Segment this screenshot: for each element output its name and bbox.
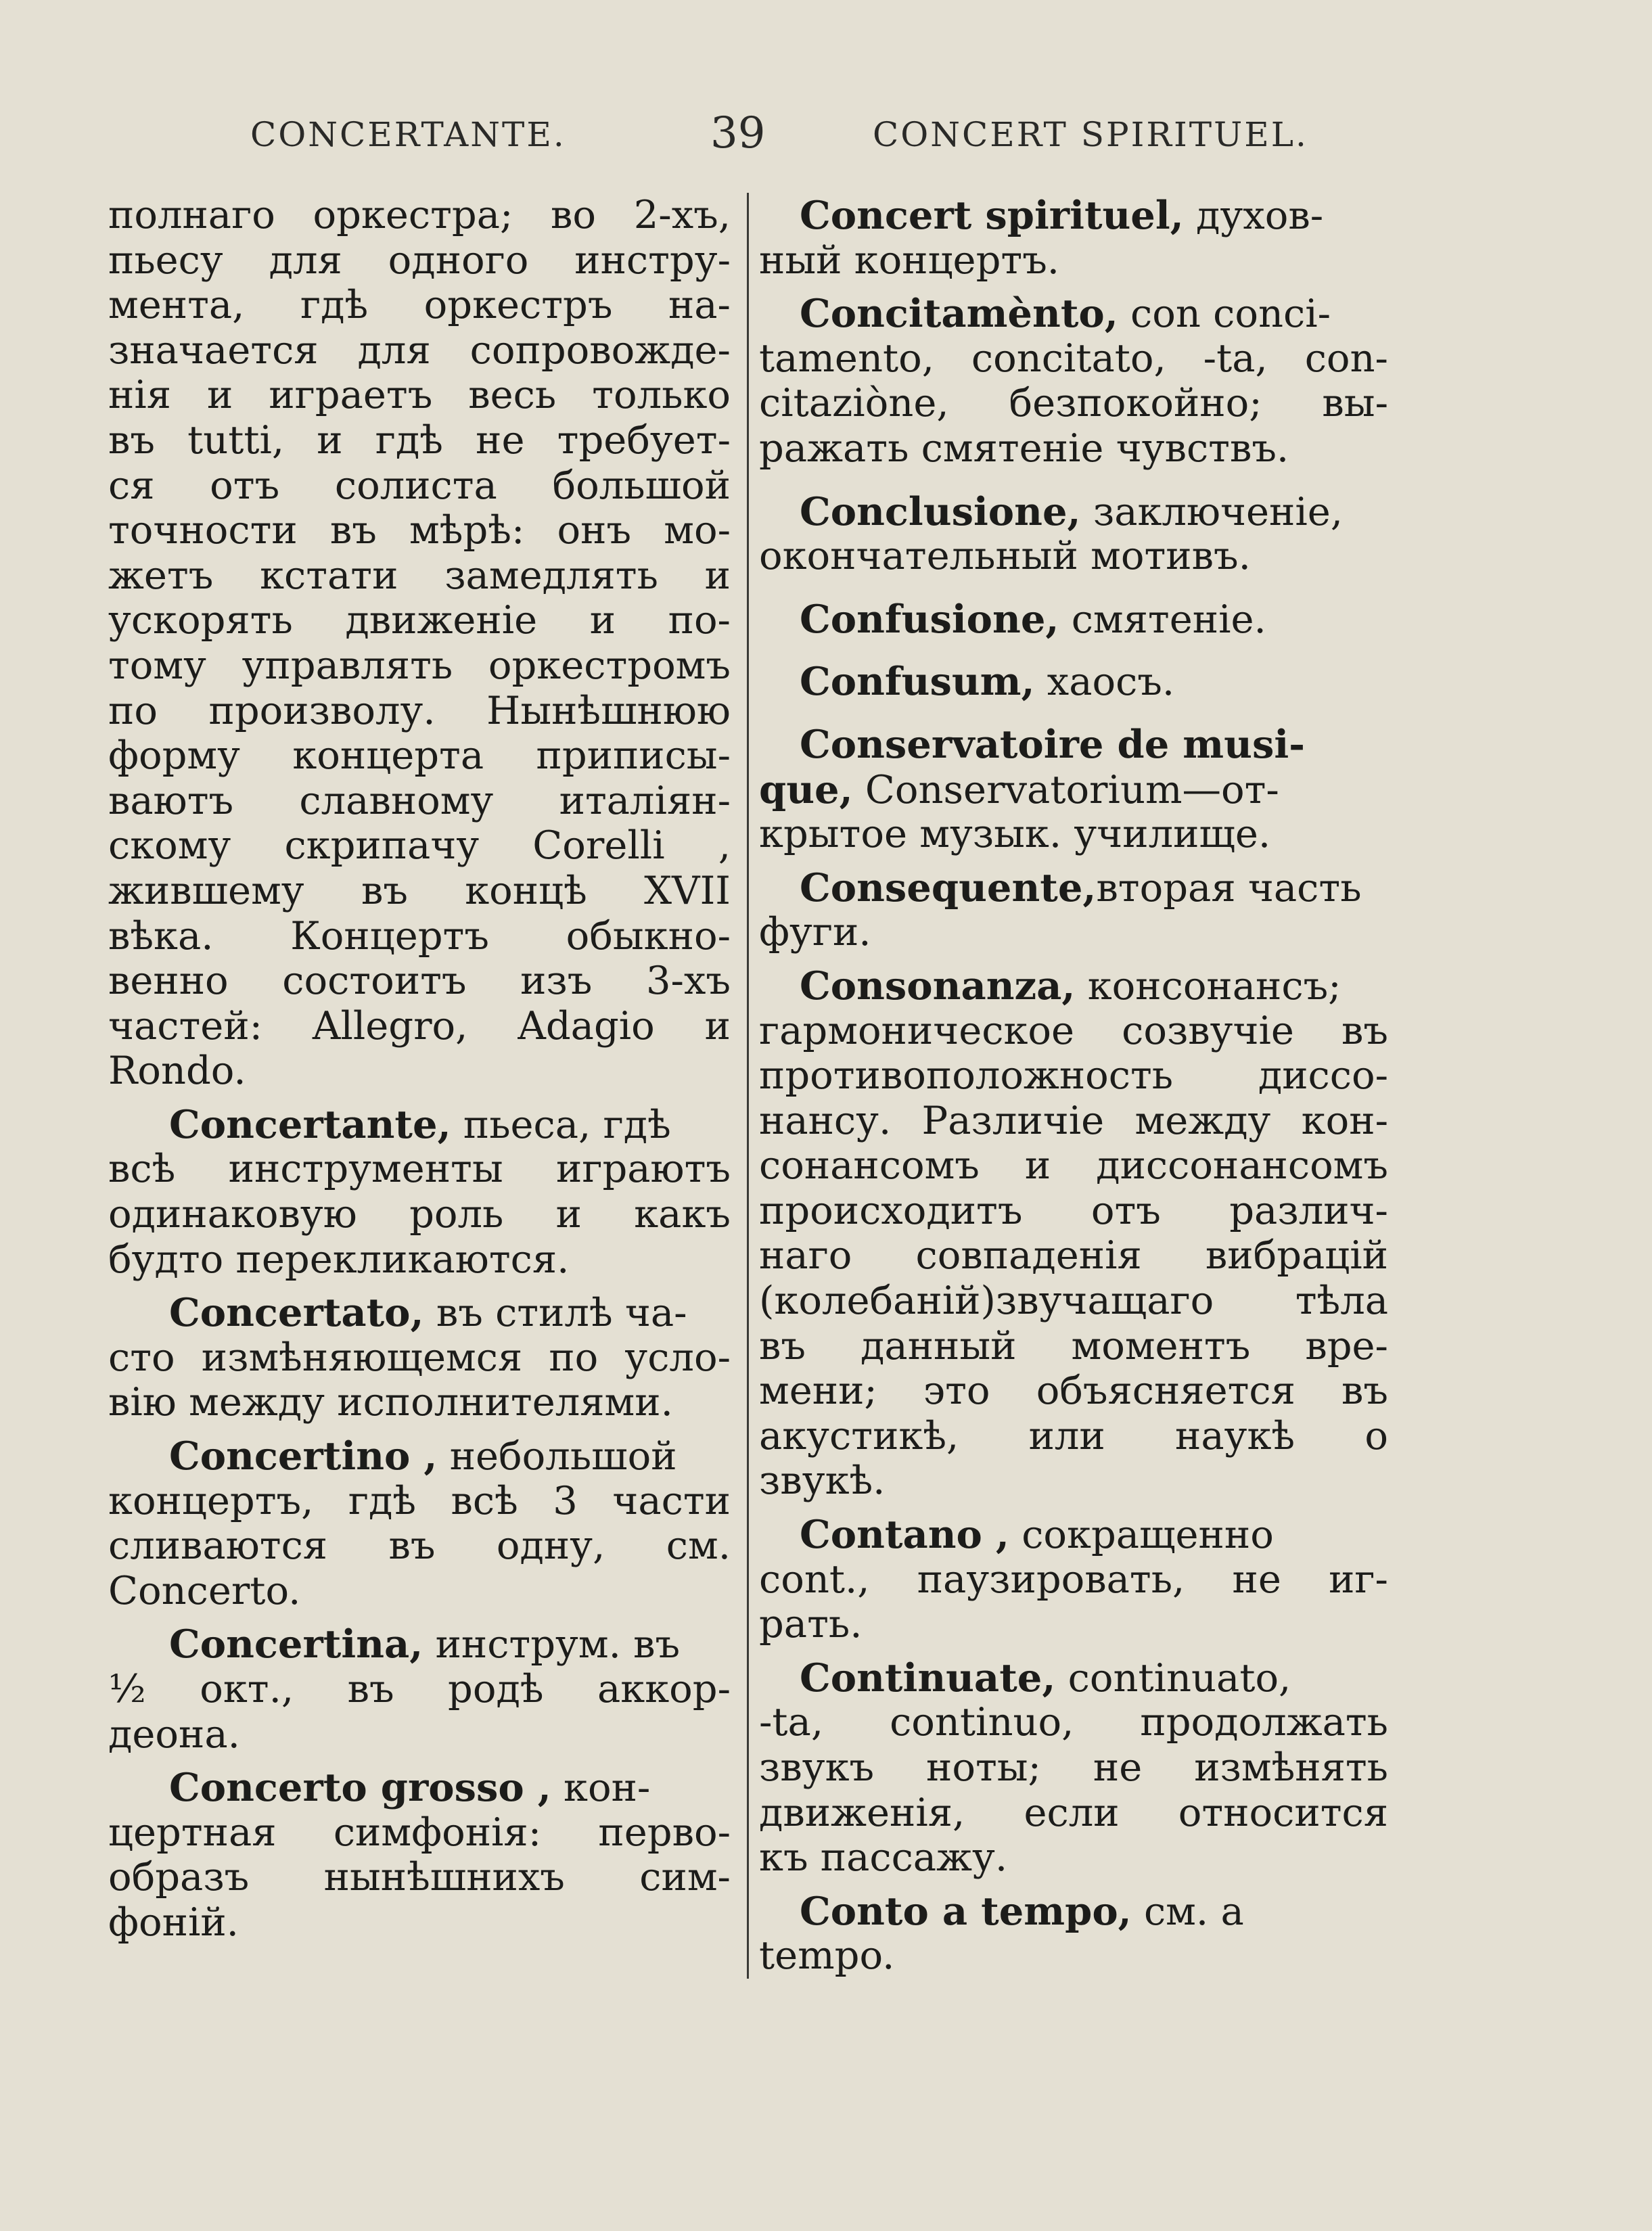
- dictionary-entry: [108, 1433, 731, 1613]
- text-line: форму концерта приписы-: [108, 733, 731, 779]
- dictionary-entry: [108, 1622, 731, 1757]
- dictionary-entry: [759, 722, 1388, 857]
- right-column: [759, 193, 1388, 1979]
- text-line: citaziòne, безпокойно; вы-: [759, 380, 1388, 426]
- entry-headword: Concert spirituel,: [800, 192, 1184, 238]
- entry-text: небольшой: [437, 1433, 677, 1479]
- entry-text: см. a: [1131, 1888, 1244, 1934]
- dictionary-entry: [108, 1290, 731, 1425]
- text-line: вѣка. Концертъ обыкно-: [108, 913, 731, 959]
- text-line: венно состоитъ изъ 3-хъ: [108, 958, 731, 1004]
- dictionary-entry: [759, 659, 1388, 704]
- entry-text: пьеса, гдѣ: [451, 1101, 671, 1147]
- text-line: tempo.: [759, 1933, 895, 1979]
- page-number: 39: [710, 108, 766, 158]
- dictionary-entry: [759, 597, 1388, 642]
- entry-text: кон-: [551, 1765, 651, 1811]
- text-line: скому скрипачу Corelli ,: [108, 823, 731, 869]
- text-line: полнаго оркестра; во 2-хъ,: [108, 192, 731, 237]
- entry-text: инструм. въ: [423, 1622, 681, 1668]
- text-line: жившему въ концѣ XVII: [108, 867, 731, 913]
- entry-headword: Conclusione,: [800, 488, 1081, 534]
- dictionary-entry: [759, 865, 1388, 955]
- text-line: значается для сопровожде-: [108, 327, 731, 373]
- continued-entry: [108, 193, 731, 1094]
- text-line: фуги.: [759, 909, 871, 955]
- text-line: всѣ инструменты играютъ: [108, 1146, 731, 1192]
- text-line: Concerto.: [108, 1567, 301, 1613]
- entry-headword: Concertante,: [169, 1101, 451, 1147]
- entry-headword: Consonanza,: [800, 962, 1076, 1009]
- entry-text: сокращенно: [1009, 1512, 1274, 1558]
- text-line: жетъ кстати замедлять и: [108, 552, 731, 598]
- text-line: ражать смятеніе чувствъ.: [759, 425, 1289, 471]
- entry-headword: Concertato,: [169, 1289, 424, 1336]
- entry-headword: Concerto grosso ,: [169, 1764, 551, 1811]
- entry-headword: Confusum,: [800, 658, 1035, 705]
- entry-text: смятеніе.: [1059, 596, 1266, 642]
- text-line: происходитъ отъ различ-: [759, 1187, 1388, 1233]
- entry-headword-continuation: que,: [759, 766, 853, 812]
- running-header: [0, 108, 1652, 169]
- text-line: ½ окт., въ родѣ аккор-: [108, 1666, 731, 1711]
- text-line: гармоническое созвучіе въ: [759, 1007, 1388, 1053]
- text-line: нія и играетъ весь только: [108, 372, 731, 418]
- entry-headword: Concertina,: [169, 1621, 423, 1668]
- dictionary-entry: [759, 291, 1388, 471]
- dictionary-entry: [759, 1655, 1388, 1881]
- entry-headword: Concitamènto,: [800, 290, 1118, 337]
- left-column: [108, 193, 731, 1946]
- text-line: звукъ ноты; не измѣнять: [759, 1745, 1388, 1790]
- text-line: сливаются въ одну, см.: [108, 1523, 731, 1569]
- text-line: cont., паузировать, не иг-: [759, 1556, 1388, 1602]
- header-right-guide-word: CONCERT SPIRITUEL.: [873, 115, 1308, 154]
- text-line: цертная симфонія: перво-: [108, 1809, 731, 1855]
- dictionary-entry: [108, 1102, 731, 1282]
- text-line: частей: Allegro, Adagio и: [108, 1003, 731, 1049]
- entry-headword: Consequente,: [800, 864, 1097, 911]
- text-line: ваютъ славному италіян-: [108, 777, 731, 823]
- dictionary-entry: [759, 1889, 1388, 1979]
- text-line: ный концертъ.: [759, 237, 1060, 283]
- entry-headword: Conservatoire de musi-: [800, 720, 1306, 767]
- text-line: одинаковую роль и какъ: [108, 1191, 731, 1237]
- entry-text: духов-: [1183, 193, 1324, 238]
- entry-text: continuato,: [1055, 1655, 1291, 1701]
- text-line: деона.: [108, 1711, 240, 1757]
- text-line: ускорять движеніе и по-: [108, 597, 731, 643]
- text-line: Rondo.: [108, 1048, 246, 1094]
- text-line: въ tutti, и гдѣ не требует-: [108, 417, 731, 463]
- text-line: вію между исполнителями.: [108, 1379, 673, 1425]
- dictionary-entry: [108, 1765, 731, 1945]
- text-line: движенія, если относится: [759, 1789, 1388, 1835]
- text-line: крытое музык. училище.: [759, 811, 1271, 857]
- entry-text: консонансъ;: [1075, 963, 1341, 1009]
- text-line: рать.: [759, 1601, 863, 1647]
- header-left-guide-word: CONCERTANTE.: [250, 115, 566, 154]
- entry-headword: Conto a tempo,: [800, 1887, 1132, 1934]
- text-line: окончательный мотивъ.: [759, 533, 1251, 579]
- text-line: мента, гдѣ оркестръ на-: [108, 282, 731, 328]
- dictionary-entry: [759, 489, 1388, 579]
- entry-headword: Contano ,: [800, 1511, 1009, 1558]
- text-line: фоній.: [108, 1899, 239, 1945]
- text-line: -ta, continuo, продолжать: [759, 1699, 1388, 1745]
- text-line: концертъ, гдѣ всѣ 3 части: [108, 1477, 731, 1523]
- entry-text: con conci-: [1118, 291, 1331, 337]
- text-line: въ данный моментъ вре-: [759, 1322, 1388, 1368]
- entry-headword: Confusione,: [800, 595, 1059, 642]
- entry-text: Conservatorium—от-: [852, 766, 1279, 812]
- column-divider: [747, 193, 749, 1979]
- text-line: пьесу для одного инстру-: [108, 237, 731, 283]
- text-line: будто перекликаются.: [108, 1236, 570, 1282]
- entry-text: вторая часть: [1096, 865, 1362, 911]
- text-line: сто измѣняющемся по усло-: [108, 1334, 731, 1380]
- text-line: къ пассажу.: [759, 1835, 1008, 1881]
- entry-text: хаосъ.: [1034, 659, 1175, 705]
- dictionary-entry: [759, 963, 1388, 1504]
- entry-text: въ стилѣ ча-: [423, 1290, 687, 1336]
- text-line: по произволу. Нынѣшнюю: [108, 687, 731, 733]
- dictionary-entry: [759, 1512, 1388, 1647]
- text-line: противоположность диссо-: [759, 1053, 1388, 1099]
- text-line: мени; это объясняется въ: [759, 1368, 1388, 1414]
- text-line: (колебаній)звучащаго тѣла: [759, 1278, 1388, 1324]
- text-line: сонансомъ и диссонансомъ: [759, 1143, 1388, 1189]
- text-line: нансу. Различіе между кон-: [759, 1097, 1388, 1143]
- text-line: образъ нынѣшнихъ сим-: [108, 1854, 731, 1900]
- text-line: ся отъ солиста большой: [108, 462, 731, 508]
- text-line: точности въ мѣрѣ: онъ мо-: [108, 507, 731, 553]
- entry-text: заключеніе,: [1080, 488, 1344, 534]
- entry-headword: Continuate,: [800, 1654, 1056, 1701]
- text-line: тому управлять оркестромъ: [108, 642, 731, 688]
- text-line: tamento, concitato, -ta, con-: [759, 335, 1388, 381]
- entry-headword: Concertino ,: [169, 1433, 438, 1479]
- text-line: наго совпаденія вибрацій: [759, 1233, 1388, 1279]
- text-line: акустикѣ, или наукѣ о: [759, 1412, 1388, 1458]
- dictionary-entry: [759, 193, 1388, 283]
- text-line: звукѣ.: [759, 1458, 886, 1504]
